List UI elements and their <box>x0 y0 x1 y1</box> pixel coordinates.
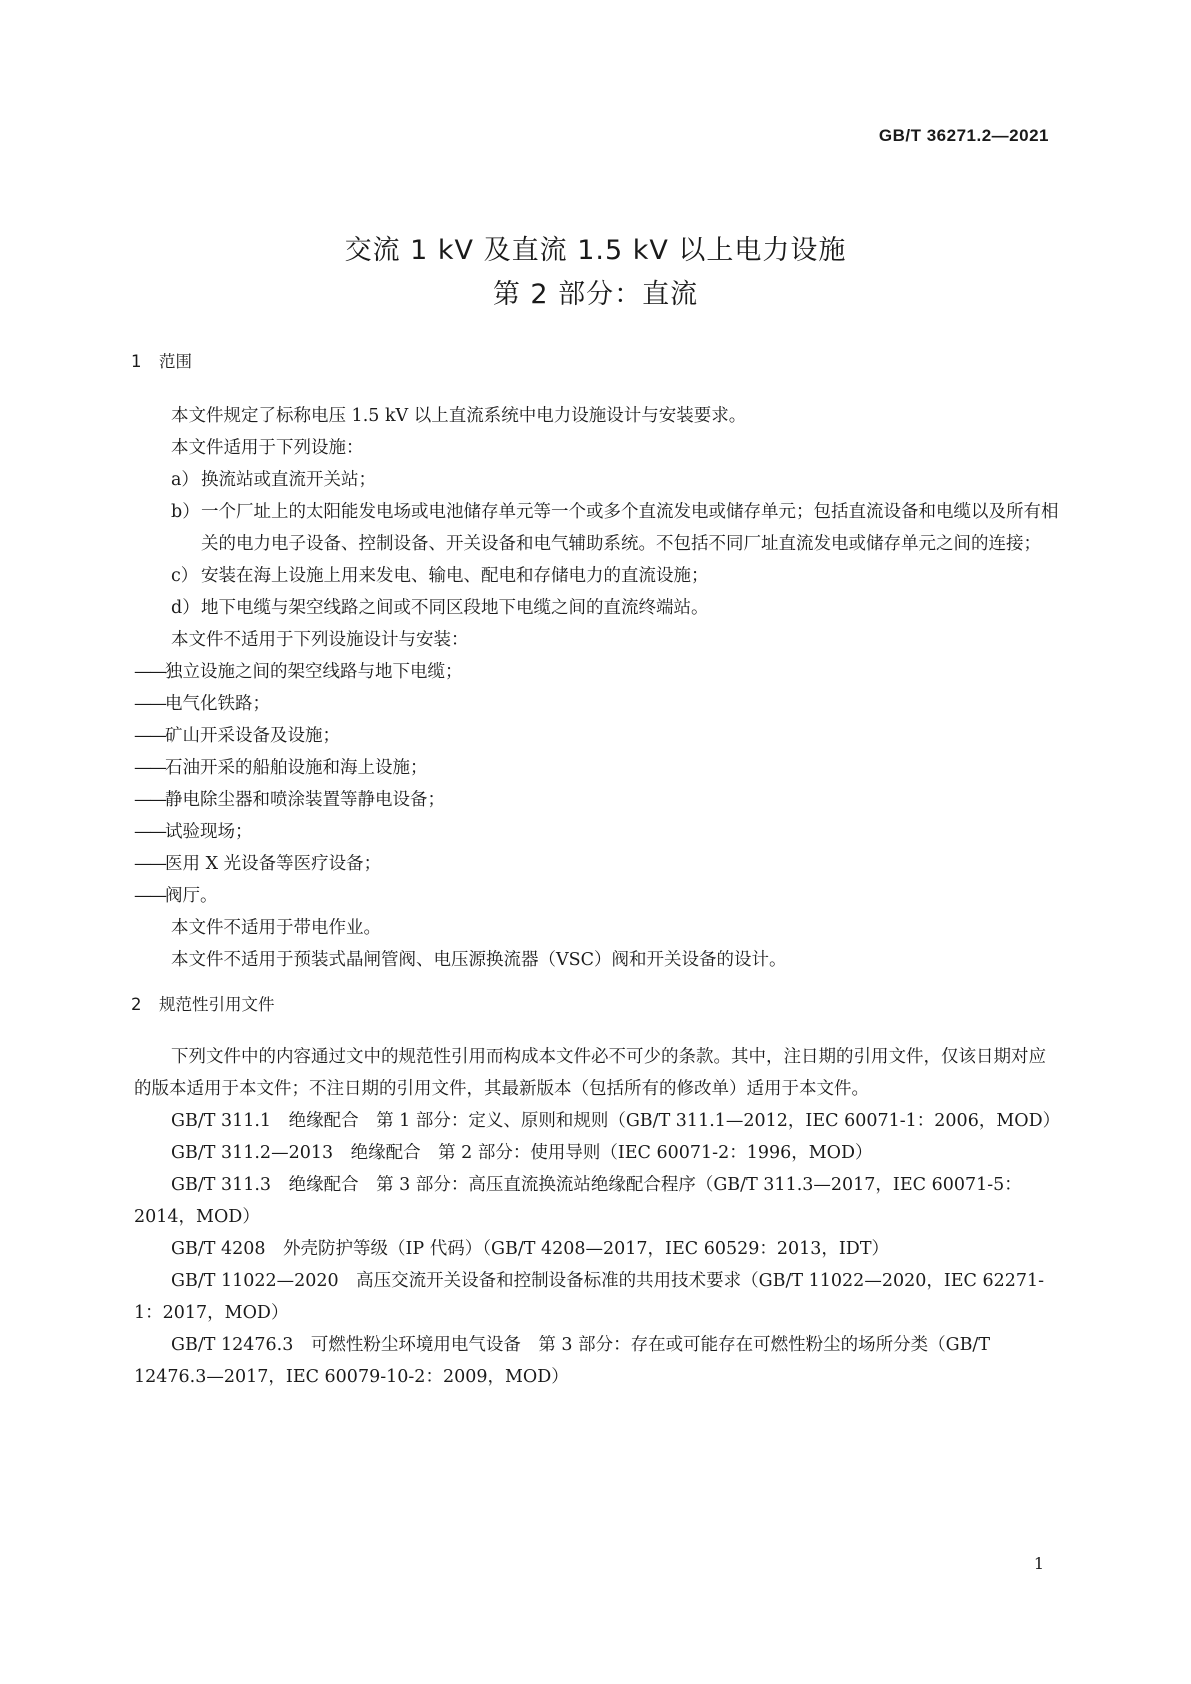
section-2-heading <box>131 991 275 1015</box>
section-number: 1 <box>131 352 142 371</box>
paragraph: 本文件适用于下列设施： <box>171 438 364 458</box>
dash-item-text: 电气化铁路； <box>165 694 270 714</box>
section-1-heading <box>131 348 192 372</box>
section-2-body <box>134 1041 1059 1393</box>
list-item <box>134 464 1059 496</box>
dash-mark: —— <box>134 886 165 906</box>
dash-list-item <box>134 816 1059 848</box>
dash-item-text: 独立设施之间的架空线路与地下电缆； <box>165 662 463 682</box>
list-label: d） <box>171 598 200 618</box>
dash-item-text: 阀厅。 <box>165 886 218 906</box>
document-subtitle: 第 2 部分：直流 <box>492 279 699 310</box>
list-text: 地下电缆与架空线路之间或不同区段地下电缆之间的直流终端站。 <box>201 598 709 618</box>
section-title: 规范性引用文件 <box>159 995 275 1014</box>
dash-list-item <box>134 784 1059 816</box>
dash-mark: —— <box>134 854 165 874</box>
list-item <box>134 496 1059 560</box>
dash-item-text: 试验现场； <box>165 822 253 842</box>
reference-item: GB/T 11022—2020 高压交流开关设备和控制设备标准的共用技术要求（GB/T 11022—2020，IEC 62271-1：2017，MOD） <box>134 1271 1045 1323</box>
dash-item-text: 静电除尘器和喷涂装置等静电设备； <box>165 790 445 810</box>
reference-item: GB/T 12476.3 可燃性粉尘环境用电气设备 第 3 部分：存在或可能存在可燃性粉尘的场所分类（GB/T 12476.3—2017，IEC 60079-10-2：2009，MOD） <box>134 1335 991 1387</box>
section-title: 范围 <box>159 352 192 371</box>
dash-mark: —— <box>134 694 165 714</box>
section-number: 2 <box>131 995 142 1014</box>
list-label: c） <box>171 566 199 586</box>
dash-mark: —— <box>134 822 165 842</box>
paragraph: 本文件不适用于下列设施设计与安装： <box>171 630 469 650</box>
reference-item: GB/T 311.3 绝缘配合 第 3 部分：高压直流换流站绝缘配合程序（GB/T 311.3—2017，IEC 60071-5：2014，MOD） <box>134 1175 1022 1227</box>
dash-mark: —— <box>134 662 165 682</box>
dash-mark: —— <box>134 758 165 778</box>
dash-mark: —— <box>134 790 165 810</box>
dash-list-item <box>134 688 1059 720</box>
dash-item-text: 矿山开采设备及设施； <box>165 726 340 746</box>
paragraph: 本文件规定了标称电压 1.5 kV 以上直流系统中电力设施设计与安装要求。 <box>171 406 747 426</box>
reference-item: GB/T 4208 外壳防护等级（IP 代码）（GB/T 4208—2017，IEC 60529：2013，IDT） <box>171 1239 890 1259</box>
dash-list-item <box>134 880 1059 912</box>
list-text: 一个厂址上的太阳能发电场或电池储存单元等一个或多个直流发电或储存单元；包括直流设备和电缆以及所有相关的电力电子设备、控制设备、开关设备和电气辅助系统。不包括不同厂址直流发电或储存单元之间的连接； <box>201 502 1059 554</box>
dash-mark: —— <box>134 726 165 746</box>
reference-item: GB/T 311.1 绝缘配合 第 1 部分：定义、原则和规则（GB/T 311.1—2012，IEC 60071-1：2006，MOD） <box>171 1111 1061 1131</box>
dash-list-item <box>134 656 1059 688</box>
list-text: 安装在海上设施上用来发电、输电、配电和存储电力的直流设施； <box>201 566 709 586</box>
section-1-body <box>134 400 1059 976</box>
dash-item-text: 石油开采的船舶设施和海上设施； <box>165 758 428 778</box>
list-label: b） <box>171 502 200 522</box>
dash-item-text: 医用 X 光设备等医疗设备； <box>165 854 382 874</box>
dash-list-item <box>134 720 1059 752</box>
list-item <box>134 592 1059 624</box>
list-text: 换流站或直流开关站； <box>201 470 376 490</box>
paragraph: 本文件不适用于带电作业。 <box>171 918 381 938</box>
dash-list-item <box>134 752 1059 784</box>
dash-list-item <box>134 848 1059 880</box>
reference-item: GB/T 311.2—2013 绝缘配合 第 2 部分：使用导则（IEC 60071-2：1996，MOD） <box>171 1143 873 1163</box>
paragraph: 本文件不适用于预装式晶闸管阀、电压源换流器（VSC）阀和开关设备的设计。 <box>171 950 787 970</box>
paragraph: 下列文件中的内容通过文中的规范性引用而构成本文件必不可少的条款。其中，注日期的引用文件，仅该日期对应的版本适用于本文件；不注日期的引用文件，其最新版本（包括所有的修改单）适用于本文件。 <box>134 1047 1046 1099</box>
standard-code: GB/T 36271.2—2021 <box>878 126 1049 145</box>
list-label: a） <box>171 470 199 490</box>
document-title: 交流 1 kV 及直流 1.5 kV 以上电力设施 <box>344 235 847 266</box>
list-item <box>134 560 1059 592</box>
page-number: 1 <box>1033 1554 1044 1573</box>
